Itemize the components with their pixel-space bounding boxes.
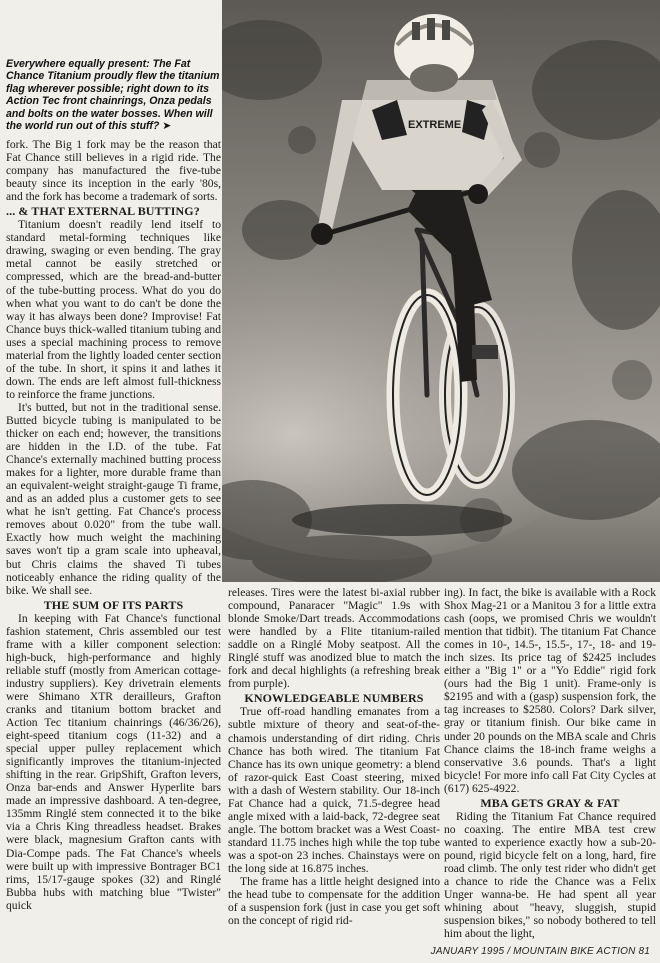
caption-arrow-icon: ➤ [162,120,172,133]
rider-photo-illustration [222,0,660,582]
paragraph: In keeping with Fat Chance's functional fashion statement, Chris assembled our test frame with a killer component selection: high-buck, high-performance and highly reliable stuff (mostly from American cottage-industry suppliers). Key drivetrain elements were Shimano XTR derailleurs, Grafton cranks and titanium bottom bracket and Action Tec titanium chainrings (46/36/26), eight-speed titanium cogs (11-32) and a special upper pulley replacement which significantly improves the titanium-injected shifting in the rear. GripShift, Grafton levers, Onza bar-ends and Answer Hyperlite bars made an impressive dashboard. A ten-degree, 135mm Ringlé stem connected it to the bike via a Chris King threadless headset. Brakes were black, magnesium Grafton cants with Dia-Compe pads. The Fat Chance's wheels were built up with impressive Bontrager BC1 rims, 15/17-gauge spokes (32) and Ringlé Bubba hubs with matching blue "Twister" quick [6,611,221,912]
paragraph: It's butted, but not in the traditional sense. Butted bicycle tubing is manipulated to be thicker on each end; however, the transitions are hidden in the I.D. of the tube. Fat Chance's externally machined butting process makes for a lighter, more durable frame than an equivalent-weight straight-gauge Ti frame, and as an added plus a customer gets to see what he isn't getting. Fat Chance's process removes about 0.020" from the tube wall. Exactly how much weight the machining saves won't tip a gram scale into upheaval, but Chris claims the shaved Ti tubes noticeably enhance the riding quality of the bike. We shall see. [6,400,221,597]
page-footer: JANUARY 1995 / MOUNTAIN BIKE ACTION 81 [430,946,650,957]
article-column-2 [228,586,440,927]
article-column-3 [444,586,656,940]
paragraph: True off-road handling emanates from a subtle mixture of theory and seat-of-the-chamois understanding of dirt riding. Chris Chance has both wired. The titanium Fat Chance has its own unique geometry: a blend of razor-quick East Coast steering, mixed with a dash of Western stability. Our 18-inch Fat Chance had a quick, 71.5-degree head angle mixed with a laid-back, 72-degree seat angle. The bottom bracket was a West Coast-standard 11.75 inches high while the top tube was a spot-on 23 inches. Chainstays were on the long side at 16.875 inches. [228,705,440,875]
paragraph: ing). In fact, the bike is available with a Rock Shox Mag-21 or a Manitou 3 for a little extra cash (oops, we promised Chris we wouldn't mention that tidbit). The titanium Fat Chance comes in 10-, 14.5-, 15.5-, 17-, 18- and 19-inch sizes. Its price tag of $2425 includes either a "Big 1" or a "Yo Eddie" rigid fork (ours had the Big 1 unit). Frame-only is $2195 and with a (gasp) suspension fork, the tag increases to $2580. Colors? Dark silver, gray or titanium finish. Our bike came in under 20 pounds on the MBA scale and Chris Chance claims the 18-inch frame weighs a conservative 3.6 pounds. That's a light bicycle! For more info call Fat City Cycles at (617) 625-4922. [444,586,656,795]
section-heading: THE SUM OF ITS PARTS [43,597,184,612]
paragraph: releases. Tires were the latest bi-axial rubber compound, Panaracer "Magic" 1.9s with blonde Smoke/Dart treads. Accommodations were handled by a Flite titanium-railed saddle on a Ringlé Moby seatpost. All the Ringlé stuff was anodized blue to match the fork and decal highlights (a refreshing break from purple). [228,586,440,691]
section-heading: MBA GETS GRAY & FAT [480,795,620,810]
article-column-1 [6,138,221,912]
paragraph: Riding the Titanium Fat Chance required no coaxing. The entire MBA test crew wanted to experience exactly how a sub-20-pound, rigid bicycle felt on a long, hard, fire road climb. The only test rider who didn't get a chance to ride the Chance was a Felix Unger wanna-be. He had spent all year whining about "heavy, sluggish, stupid suspension bikes," so nobody bothered to tell him about the light, [444,809,656,941]
photo-caption [6,58,220,132]
section-heading: KNOWLEDGEABLE NUMBERS [244,691,424,706]
rider-photo [222,0,660,582]
section-heading: ... & THAT EXTERNAL BUTTING? [6,204,200,219]
paragraph: Titanium doesn't readily lend itself to standard metal-forming techniques like drawing, swaging or even bending. The gray metal cannot be easily stretched or compressed, which are the bread-and-butter of the tube-butting process. What do you do when what you want to do can't be done the way it has always been done? Improvise! Fat Chance buys thick-walled titanium tubing and uses a special machining process to remove material from the lightly loaded center section of the tube. In short, it spins it and lathes it down. The ends are left almost full-thickness to reinforce the frame junctions. [6,218,221,401]
paragraph: The frame has a little height designed into the head tube to compensate for the addition of a suspension fork (just in case you get soft on the concept of rigid rid- [228,875,440,928]
jersey-text: EXTREME [408,119,462,131]
paragraph: fork. The Big 1 fork may be the reason that Fat Chance still believes in a rigid ride. The company has manufactured the five-tube beauty since its inception in the early '80s, and the fork has become a trademark of sorts. [6,138,221,204]
caption-text: Everywhere equally present: The Fat Chance Titanium proudly flew the titanium flag wherever possible; right down to its Action Tec front chainrings, Onza pedals and bolts on the water bosses. When will the world run out of this stuff? [6,58,220,133]
